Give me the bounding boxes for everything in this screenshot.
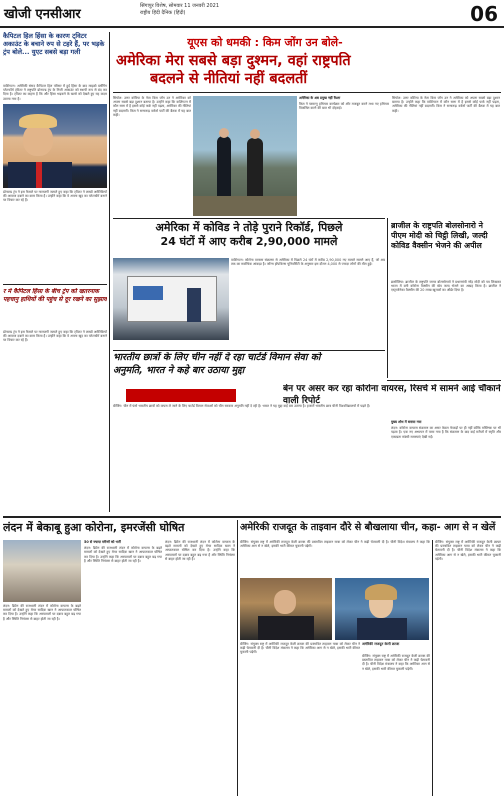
brazil-body: ब्रासीलिया: ब्राजील के राष्ट्रपति जायर बोलसोनारो ने प्रधानमंत्री नरेंद्र मोदी को पत्र लिखकर भारत में बनी कोरोना वैक्सीन की खेप जल्द भेजने का आग्रह किया है। ब्राजील ने एस्ट्राजेनेका वैक्सीन की 20 लाख खुराकों का ऑर्डर दिया है। — [391, 280, 501, 293]
hair-shape — [19, 114, 57, 128]
kim-body-2 — [299, 96, 389, 216]
kim-body-3: सियोल: उत्तर कोरिया के नेता किम जोंग उन ने अमेरिका को अपना सबसे बड़ा दुश्मन बताया है। उन्होंने कहा कि वाशिंगटन में कौन सत्ता में है इससे कोई फर्क नहीं पड़ता, अमेरिका की नीतियां नहीं बदलतीं। किम ने सत्तारूढ़ वर्कर्स पार्टी की बैठक में यह बात कही। — [392, 96, 500, 113]
tie-shape — [36, 162, 42, 188]
trump-body-3: डोनाल्ड ट्रंप ने इस फैसले पर नाराजगी जताते हुए कहा कि ट्विटर ने लाखों अमेरिकियों की आवाज दबाने का काम किया है। उन्होंने कहा कि वे अपना खुद का प्लेटफॉर्म बनाने पर विचार कर रहे हैं। — [3, 330, 107, 343]
london-photo — [3, 540, 81, 602]
masthead — [0, 0, 504, 28]
london-body: लंदन: ब्रिटेन की राजधानी लंदन में कोरोना वायरस के बढ़ते मामलों को देखते हुए मेयर सादिक खान ने आपातकाल घोषित कर दिया है। उन्होंने कहा कि अस्पतालों पर दबाव बहुत बढ़ गया है और स्थिति नियंत्रण से बाहर होती जा रही है। — [3, 604, 81, 621]
london-body-2 — [84, 540, 162, 796]
london-headline-box — [3, 521, 233, 537]
covid-headline-box — [113, 221, 385, 255]
person-head — [219, 128, 229, 138]
divider — [387, 380, 501, 381]
envoy-caption: अमेरिकी राजदूत केली क्राफ्ट — [362, 642, 400, 646]
covid-headline-line2: 24 घंटों में आए करीब 2,90,000 मामले — [160, 235, 338, 248]
column-divider — [387, 218, 388, 378]
trump-pullquote-box — [3, 288, 107, 326]
covid-photo — [113, 258, 229, 340]
strain-subhead: मुख्य शोध में बताया गया — [391, 420, 422, 424]
section-title: खोजी एनसीआर — [4, 7, 81, 22]
kim-photo — [193, 96, 297, 216]
kim-body: सियोल: उत्तर कोरिया के नेता किम जोंग उन ने अमेरिका को अपना सबसे बड़ा दुश्मन बताया है। उन्होंने कहा कि वाशिंगटन में कौन सत्ता में है इससे कोई फर्क नहीं पड़ता, अमेरिका की नीतियां नहीं बदलतीं। किम ने सत्तारूढ़ वर्कर्स पार्टी की बैठक में यह बात कही। — [113, 96, 191, 117]
students-highlight-bar — [126, 389, 236, 402]
envoy-body-2: बीजिंग: संयुक्त राष्ट्र में अमेरिकी राजदूत केली क्राफ्ट की प्रस्तावित ताइवान यात्रा को लेकर चीन ने कड़ी चेतावनी दी है। चीनी विदेश मंत्रालय ने कहा कि अमेरिका आग से न खेले, इसकी भारी कीमत चुकानी पड़ेगी। — [240, 642, 360, 655]
kim-kicker-box — [150, 36, 380, 50]
london-subhead: 50 से ज्यादा मरीजों को भर्ती — [84, 540, 121, 544]
xi-photo — [240, 578, 332, 640]
kim-headline-2-box — [150, 70, 500, 90]
person-figure — [217, 136, 231, 196]
kim-kicker: यूएस को धमकी : किम जोंग उन बोले- — [187, 36, 343, 49]
students-body: बीजिंग: चीन में फंसे भारतीय छात्रों को वापस ले जाने के लिए चार्टर्ड विमान सेवाओं को चीन सरकार अनुमति नहीं दे रही है। भारत ने यह मुद्दा कई बार उठाया है। हजारों भारतीय छात्र चीनी विश्वविद्यालयों में पढ़ते हैं। — [113, 404, 371, 408]
kim-body-2-text: किम ने परमाणु हथियार कार्यक्रम को और मजबूत करने तथा नए हथियार विकसित करने की बात भी दोहराई। — [299, 102, 389, 111]
person-head — [250, 129, 260, 139]
craft-photo — [335, 578, 429, 640]
column-divider — [109, 32, 110, 512]
suit-shape — [258, 616, 314, 640]
page-number: 06 — [470, 2, 498, 26]
covid-headline-line1: अमेरिका में कोविड ने तोड़े पुराने रिकॉर्ड, पिछले — [155, 221, 343, 234]
students-headline: भारतीय छात्रों के लिए चीन नहीं दे रहा चार्टर्ड विमान सेवा को अनुमति, भारत ने कहे बार उठाया मुद्दा — [113, 352, 321, 376]
envoy-headline-box — [240, 521, 502, 537]
london-body-3: लंदन: ब्रिटेन की राजधानी लंदन में कोरोना वायरस के बढ़ते मामलों को देखते हुए मेयर सादिक खान ने आपातकाल घोषित कर दिया है। उन्होंने कहा कि अस्पतालों पर दबाव बहुत बढ़ गया है और स्थिति नियंत्रण से बाहर होती जा रही है। — [165, 540, 235, 561]
trump-headline-box — [3, 32, 107, 82]
trump-headline: कैपिटल हिल हिंसा के कारण ट्विटर अकाउंट के बचाने रुप से टहरे हैं, पर भड़के ट्रंप बोले... युएट सबसे बड़ा गली — [3, 32, 105, 56]
trump-photo — [3, 104, 107, 188]
kim-headline-line1: अमेरिका मेरा सबसे बड़ा दुश्मन, वहां राष्ट्रपति — [116, 53, 351, 69]
strain-headline: बेन पर असर कर रहा कोरोना वायरस, रिसर्च में सामने आई चौंकाने वाली रिपोर्ट — [283, 384, 501, 406]
trump-body-2: डोनाल्ड ट्रंप ने इस फैसले पर नाराजगी जताते हुए कहा कि ट्विटर ने लाखों अमेरिकियों की आवाज दबाने का काम किया है। उन्होंने कहा कि वे अपना खुद का प्लेटफॉर्म बनाने पर विचार कर रहे हैं। — [3, 190, 107, 203]
strain-body-text: लंदन: कोरोना वायरस संक्रमण का असर केवल फेफड़ों पर ही नहीं बल्कि मस्तिष्क पर भी पड़ता है। एक नए अध्ययन में पाया गया है कि संक्रमण के बाद कई मरीजों में स्मृति और एकाग्रता संबंधी समस्याएं देखी गईं। — [391, 426, 501, 439]
ambulance-window — [133, 286, 163, 300]
suit-shape — [357, 618, 407, 640]
hair-shape — [365, 584, 397, 600]
divider — [3, 516, 501, 518]
envoy-body-4: बीजिंग: संयुक्त राष्ट्र में अमेरिकी राजदूत केली क्राफ्ट की प्रस्तावित ताइवान यात्रा को लेकर चीन ने कड़ी चेतावनी दी है। चीनी विदेश मंत्रालय ने कहा कि अमेरिका आग से न खेले, इसकी भारी कीमत चुकानी पड़ेगी। — [435, 540, 501, 561]
covid-body: वाशिंगटन: कोरोना वायरस संक्रमण से अमेरिका में पिछले 24 घंटों में करीब 2,90,000 नए मामले सामने आए हैं, जो अब तक का सर्वाधिक आंकड़ा है। जॉन्स हॉपकिन्स यूनिवर्सिटी के अनुसार इस दौरान 4,000 से ज्यादा लोगों की मौत हुई। — [231, 258, 385, 267]
face-shape — [23, 124, 53, 156]
envoy-body: बीजिंग: संयुक्त राष्ट्र में अमेरिकी राजदूत केली क्राफ्ट की प्रस्तावित ताइवान यात्रा को लेकर चीन ने कड़ी चेतावनी दी है। चीनी विदेश मंत्रालय ने कहा कि अमेरिका आग से न खेले, इसकी भारी कीमत चुकानी पड़ेगी। — [240, 540, 430, 549]
kim-headline-line2: बदलने से नीतियां नहीं बदलतीं — [150, 71, 308, 87]
brazil-headline-box — [391, 221, 501, 277]
divider — [113, 218, 385, 219]
issue-meta: सिंगापुर विशेष, सोमवार 11 जनवरी 2021 राष्ट्रीय हिंदी दैनिक (हिंदी) — [140, 3, 220, 16]
kim-headline-1-box — [116, 52, 500, 70]
envoy-body-3: बीजिंग: संयुक्त राष्ट्र में अमेरिकी राजदूत केली क्राफ्ट की प्रस्तावित ताइवान यात्रा को लेकर चीन ने कड़ी चेतावनी दी है। चीनी विदेश मंत्रालय ने कहा कि अमेरिका आग से न खेले, इसकी भारी कीमत चुकानी पड़ेगी। — [362, 654, 430, 671]
person-figure — [247, 138, 263, 196]
trump-pull-quote: र मे कैपिटल हिंसा के बीच ट्रंप को खतरनाक पहचानु हाथियों की पहुंच से दूर रखने का सुझाव — [3, 288, 107, 303]
column-divider — [237, 520, 238, 796]
column-divider — [432, 540, 433, 796]
strain-headline-box — [283, 384, 501, 418]
ground — [193, 196, 297, 216]
envoy-headline: अमेरिकी राजदूत के ताइवान दौरे से बौखलाया चीन, कहा- आग से न खेलें — [240, 522, 496, 533]
brazil-headline: ब्राजील के राष्ट्रपति बोलसोनारो ने पीएम मोदी को चिट्ठी लिखी, जल्दी कोविड वैक्सीन भेजने की अपील — [391, 221, 488, 250]
divider — [113, 350, 385, 351]
face-shape — [274, 590, 296, 614]
strain-body — [391, 420, 501, 512]
kim-subhead: अमेरिका के अब प्रमुख नहीं रिश्ता — [299, 96, 341, 100]
divider — [3, 284, 107, 285]
london-body-text: लंदन: ब्रिटेन की राजधानी लंदन में कोरोना वायरस के बढ़ते मामलों को देखते हुए मेयर सादिक खान ने आपातकाल घोषित कर दिया है। उन्होंने कहा कि अस्पतालों पर दबाव बहुत बढ़ गया है और स्थिति नियंत्रण से बाहर होती जा रही है। — [84, 546, 162, 563]
person-figure — [187, 288, 201, 322]
london-headline: लंदन में बेकाबू हुआ कोरोना, इमरजेंसी घोषित — [3, 521, 185, 534]
divider — [113, 92, 501, 93]
trump-body: वाशिंगटन: अमेरिकी संसद कैपिटल हिल परिसर में हुई हिंसा के बाद माइक्रो ब्लॉगिंग प्लेटफॉर्म ट्विटर ने राष्ट्रपति डोनाल्ड ट्रंप के निजी अकाउंट को स्थायी रूप से बंद कर दिया है। ट्विटर का कहना है कि और हिंसा भड़कने के खतरे को देखते हुए यह कदम उठाया गया है। — [3, 84, 107, 101]
